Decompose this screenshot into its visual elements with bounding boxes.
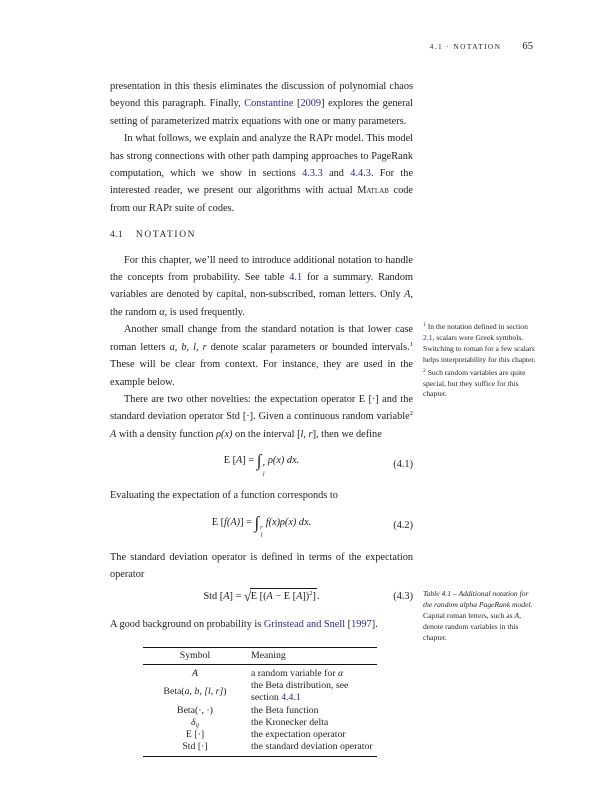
section-ref-link-441[interactable]: 4.4.1 [281,692,301,704]
footnote-text: , scalars were Greek symbols. Switching to roman for a few scalars helps interpretability for this chapter. [423,332,536,364]
section-heading [110,227,413,244]
math-roman: E [( [250,591,267,603]
subscript: ij [195,721,200,729]
math-roman: ] = [229,591,244,603]
meaning-text: the Beta distribution, see section [251,680,349,704]
math-roman: E [ [223,455,237,467]
math-var: a, b, l, r [169,341,207,353]
math-var: A [236,455,243,467]
equation-number: (4.3) [393,591,413,603]
paragraph-rapr [110,130,413,217]
meaning-cell: the expectation operator [251,728,346,740]
math-roman: E [ [211,516,225,528]
table-header-row [143,647,377,665]
math-roman: ) [223,686,227,698]
body-text: In what follows, we explain and analyze the RAPr model. This model has strong connections with other path damping approaches to PageRank computation, which we show in sections [110,133,413,180]
math-var: A [192,667,198,679]
sqrt-sign: √ [243,589,252,605]
equation-4-1 [110,451,413,478]
math-roman: ] [312,591,316,603]
math-var: A [296,591,303,603]
body-text: with a density function [116,428,217,440]
body-text: for a summary. Random variables are denoted by capital, non-subscribed, roman letters. Only [110,272,413,301]
meaning-cell [247,665,377,680]
symbol-cell: Beta(·, ·) [177,704,213,716]
section-title: NOTATION [135,230,197,241]
math-var: a, b, [l, r] [184,686,224,698]
table-caption [423,589,537,644]
math-var: A [110,428,117,440]
math-var: l, r [300,428,313,440]
table-row [143,741,377,757]
page-number: 65 [522,41,533,52]
equation-body [211,512,312,539]
math-roman: Std [ [203,591,224,603]
math-roman: − E [ [272,591,297,603]
body-text: ], then we define [312,428,382,440]
integral-sign: ∫ [256,451,262,471]
table-ref-link[interactable]: 4.1 [289,272,303,284]
column-header-symbol: Symbol [143,647,247,665]
symbol-cell: E [·] [185,728,205,740]
integral-limits [262,463,265,478]
body-text: These will be clear from context. For instance, they are used in the example below. [110,359,413,388]
section-ref-link-443[interactable]: 4.4.3 [350,168,371,180]
symbol-cell [143,717,247,729]
equation-number: (4.1) [393,458,413,470]
table-row [143,729,377,741]
equation-4-3 [110,587,413,607]
section-number: 4.1 [110,230,123,241]
paragraph-evaluating: Evaluating the expectation of a function corresponds to [110,490,338,502]
body-text: Another small change from the standard notation is that lower case roman letters [110,324,413,353]
paragraph-background [110,616,413,633]
footnote-2 [423,368,537,401]
math-var: δ [190,716,196,728]
table-row [143,717,377,729]
running-header-section: 4.1 · NOTATION [429,42,502,51]
symbol-cell [143,665,247,680]
meaning-cell: the Beta function [251,704,319,716]
body-text: A good background on probability is [110,619,264,631]
citation-year-link[interactable]: 2009 [300,98,322,110]
lower-limit: l [262,470,265,478]
body-text: on the interval [ [232,428,301,440]
math-roman: . [316,591,320,603]
body-text: [ [293,98,301,110]
citation-link-constantine[interactable]: Constantine [244,98,294,110]
footnote-marker-2[interactable]: 2 [409,410,413,418]
margin-notes-column [423,322,537,402]
meaning-cell: the standard deviation operator [251,741,373,753]
table-row [143,705,377,717]
exponent: 2 [309,590,313,598]
math-var: ρ(x) dx. [267,455,300,467]
body-text: [ [345,619,352,631]
symbol-cell [143,680,247,704]
body-text: , the random [110,289,413,318]
body-text: There are two other novelties: the expectation operator E [·] and the standard deviation operator Std [·]. Given a continuous random variable [110,393,413,423]
table-row [143,680,377,704]
table-row [143,665,377,680]
meaning-text: a random variable for [251,667,339,679]
symbol-cell: Std [·] [182,741,208,753]
math-var: α [159,306,165,318]
lower-limit: l [260,531,263,539]
math-var: A [404,289,411,301]
math-roman: Beta( [163,686,185,698]
math-roman: ] = [242,455,257,467]
body-text: ]. [371,619,378,631]
math-var: f(x)ρ(x) dx. [265,516,312,528]
meaning-cell [247,680,377,704]
paragraph-novelties [110,391,413,443]
paragraph-notation-intro [110,252,413,322]
caption-italic: Table 4.1 – Additional notation for the random alpha PageRank model. [423,589,533,609]
body-text: code from our RAPr suite of codes. [110,185,413,214]
citation-link-grinstead-snell[interactable]: Grinstead and Snell [263,619,346,631]
section-ref-link-21[interactable]: 2.1 [423,332,433,342]
meaning-cell: the Kronecker delta [251,716,329,728]
footnote-marker: 1 [423,322,426,328]
math-var: A [223,591,230,603]
column-header-meaning: Meaning [247,647,377,665]
footnote-marker-1[interactable]: 1 [409,340,413,348]
body-text: denote scalar parameters or bounded intervals. [206,341,410,353]
math-var: A [266,591,273,603]
upper-limit: r [262,462,265,470]
math-roman: ]) [302,591,310,603]
math-roman: ] = [240,516,255,528]
math-var: f(A) [224,516,241,528]
caption-text: Capital roman letters, such as [423,610,515,620]
notation-table-wrapper [143,647,377,758]
footnote-1 [423,322,537,366]
equation-body [203,589,320,605]
running-header [430,41,533,52]
caption-text: , denote random variables in this chapter. [423,610,522,642]
radicand [250,588,317,603]
body-text: and [322,168,351,180]
paragraph-intro [110,78,413,130]
body-text: . For the interested reader, we present our algorithms with actual [110,168,414,197]
footnote-text: In the notation defined in section [425,322,528,331]
footnote-marker: 2 [423,367,426,374]
body-text: , is used frequently. [164,306,245,318]
section-ref-link-433[interactable]: 4.3.3 [302,168,323,180]
equation-4-2 [110,513,413,540]
paragraph-lowercase-letters [110,321,413,391]
body-column [110,78,413,757]
math-var: ρ(x) [216,428,233,440]
citation-year-link[interactable]: 1997 [351,619,372,631]
integral-sign: ∫ [254,512,260,532]
paragraph-std-operator: The standard deviation operator is defined in terms of the expectation operator [110,551,413,580]
upper-limit: r [260,523,263,531]
equation-body [223,451,300,478]
notation-table [143,647,377,758]
matlab-smallcaps: Matlab [357,185,389,197]
math-var: A [514,610,520,620]
body-text: ] explores the general setting of parameterized matrix equations with one or many parameters. [110,98,413,127]
integral-limits [260,525,263,540]
footnote-text: Such random variables are quite special, but they suffice for this chapter. [423,367,526,399]
body-text: For this chapter, we’ll need to introduce additional notation to handle the concepts from probability. See table [110,254,413,284]
math-var: α [338,667,344,679]
body-text: presentation in this thesis eliminates the discussion of polynomial chaos beyond this paragraph. Finally, [110,81,413,110]
equation-number: (4.2) [393,520,413,532]
